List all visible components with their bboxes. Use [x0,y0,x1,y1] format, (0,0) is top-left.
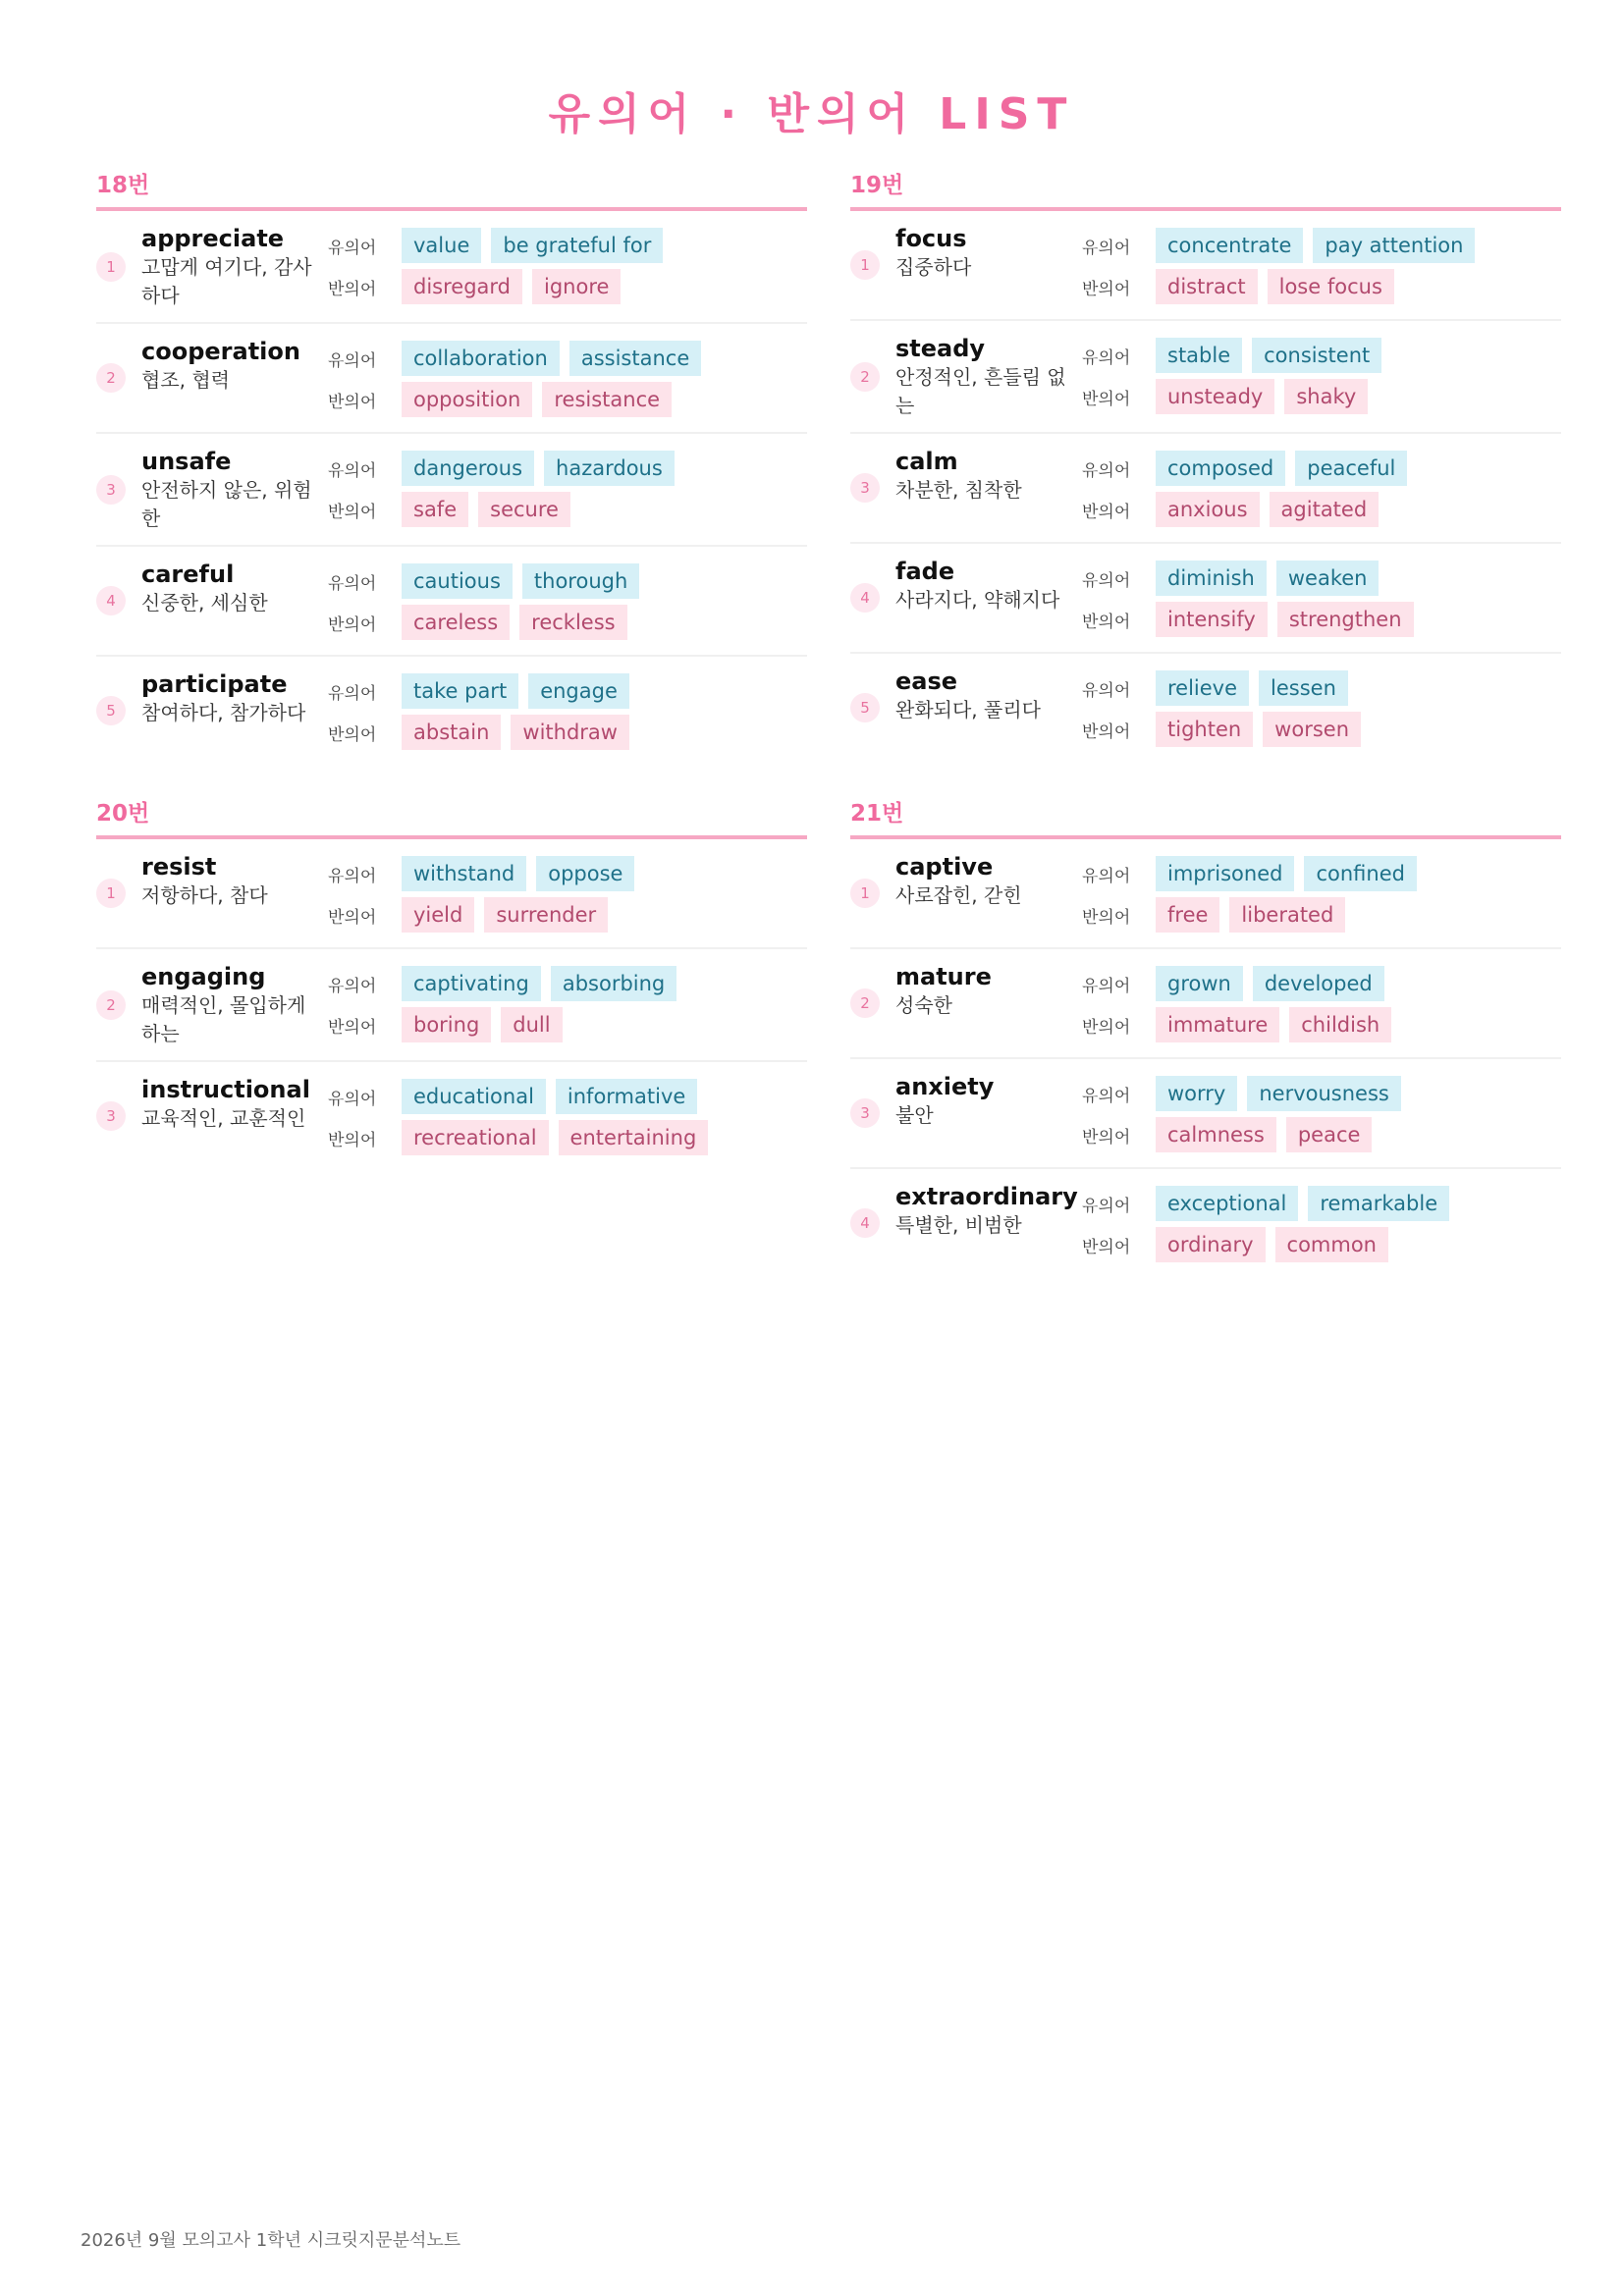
list-item [96,211,807,324]
antonym-chip: resistance [542,382,672,417]
synonym-row [1082,667,1371,709]
list-item [96,1062,807,1170]
antonym-chip: intensify [1156,602,1268,637]
synonym-chip: engage [528,673,629,709]
antonym-chip: calmness [1156,1117,1276,1152]
antonym-label: 반의어 [328,502,377,522]
antonym-chip: immature [1156,1007,1279,1042]
entry-list [96,839,807,1170]
synonym-label: 유의어 [1082,460,1131,481]
word-meaning: 협조, 협력 [141,368,230,392]
entry-list [850,839,1561,1277]
synonym-row [1082,335,1391,376]
entry-list [850,211,1561,762]
antonym-chip: strengthen [1277,602,1414,637]
word-meaning: 신중한, 세심한 [141,591,268,614]
item-number-badge: 2 [96,363,126,393]
antonym-chips [1156,1117,1381,1152]
synonym-chip: exceptional [1156,1186,1298,1221]
antonym-row [328,712,639,753]
synonym-row [328,561,649,602]
antonym-chip: dull [501,1007,562,1042]
synonym-chip: worry [1156,1076,1237,1111]
synonym-chips [402,966,686,1001]
list-item [850,321,1561,434]
synonym-antonym-rows [328,1076,718,1158]
synonym-chips [1156,338,1391,373]
list-item [850,839,1561,949]
synonym-antonym-rows [1082,335,1391,417]
vocab-word: participate [141,670,288,698]
antonym-row [1082,489,1417,530]
word-block [895,558,1082,614]
synonym-row [328,1076,718,1117]
word-block [895,1073,1082,1130]
antonym-row [1082,894,1427,935]
vocab-word: anxiety [895,1073,995,1100]
antonym-label: 반의어 [1082,1127,1131,1148]
word-block [141,338,328,395]
item-number-badge: 5 [850,693,880,722]
vocab-word: unsafe [141,448,232,475]
vocab-word: appreciate [141,225,285,252]
item-number-badge: 3 [850,1098,880,1128]
synonym-label: 유의어 [328,1089,377,1109]
synonym-chip: value [402,228,481,263]
synonym-label: 유의어 [1082,570,1131,591]
antonym-chips [1156,269,1404,304]
vocab-word: extraordinary [895,1183,1078,1210]
antonym-chip: secure [478,492,570,527]
synonym-chips [1156,966,1394,1001]
synonym-chips [402,673,639,709]
antonym-label: 반의어 [328,279,377,299]
antonym-chip: withdraw [511,715,629,750]
synonym-label: 유의어 [328,573,377,594]
synonym-chips [1156,856,1427,891]
antonym-label: 반의어 [1082,1017,1131,1038]
entry-list [96,211,807,765]
antonym-chip: abstain [402,715,501,750]
synonym-row [1082,558,1424,599]
synonym-chip: assistance [569,341,701,376]
list-item [850,434,1561,544]
word-block [895,225,1082,282]
synonym-row [328,670,639,712]
word-meaning: 집중하다 [895,255,972,279]
antonym-chip: common [1275,1227,1388,1262]
antonym-row [1082,266,1485,307]
section-header: 19번 [850,167,1561,211]
synonym-antonym-rows [1082,1183,1459,1265]
synonym-chip: absorbing [551,966,676,1001]
antonym-row [328,1117,718,1158]
synonym-chip: confined [1304,856,1417,891]
synonym-chips [402,856,644,891]
item-number-badge: 2 [850,988,880,1018]
synonym-chips [402,1079,707,1114]
antonym-chips [1156,602,1424,637]
synonym-chips [1156,670,1358,706]
section-header: 20번 [96,795,807,839]
page-footer: 2026년 9월 모의고사 1학년 시크릿지문분석노트 [81,2230,461,2251]
item-number-badge: 3 [96,1101,126,1131]
section-header: 18번 [96,167,807,211]
synonym-antonym-rows [1082,667,1371,750]
section-21 [850,795,1561,1277]
antonym-label: 반의어 [1082,721,1131,742]
list-item [96,434,807,547]
vocab-word: calm [895,448,958,475]
word-meaning: 차분한, 침착한 [895,478,1022,502]
list-item [96,949,807,1062]
vocab-word: careful [141,561,235,588]
word-meaning: 교육적인, 교훈적인 [141,1106,306,1130]
word-meaning: 완화되다, 풀리다 [895,698,1041,721]
item-number-badge: 5 [96,696,126,725]
antonym-label: 반의어 [328,1017,377,1038]
list-item [96,547,807,657]
vocab-word: ease [895,667,958,695]
antonym-label: 반의어 [328,614,377,635]
antonym-label: 반의어 [1082,279,1131,299]
antonym-chip: liberated [1229,897,1345,933]
page-title: 유의어 · 반의어 LIST [548,89,1075,139]
synonym-label: 유의어 [1082,976,1131,996]
antonym-label: 반의어 [1082,502,1131,522]
antonym-chips [402,1120,718,1155]
antonym-chip: tighten [1156,712,1253,747]
synonym-antonym-rows [328,561,649,643]
synonym-chip: composed [1156,451,1285,486]
word-block [895,853,1082,910]
synonym-antonym-rows [328,225,673,307]
antonym-chip: surrender [484,897,608,933]
list-item [850,654,1561,762]
synonym-chip: weaken [1276,561,1380,596]
synonym-row [1082,1183,1459,1224]
list-item [850,1169,1561,1277]
antonym-label: 반의어 [1082,612,1131,632]
antonym-chips [402,605,637,640]
antonym-label: 반의어 [328,1130,377,1150]
synonym-chips [402,341,711,376]
antonym-chip: free [1156,897,1219,933]
synonym-label: 유의어 [328,350,377,371]
synonym-chip: dangerous [402,451,534,486]
word-block [895,448,1082,505]
synonym-chip: developed [1253,966,1384,1001]
vocab-word: steady [895,335,986,362]
vocab-word: resist [141,853,217,881]
synonym-antonym-rows [1082,1073,1411,1155]
antonym-chip: yield [402,897,474,933]
antonym-label: 반의어 [1082,389,1131,409]
antonym-chip: peace [1286,1117,1373,1152]
synonym-chips [1156,1076,1411,1111]
word-block [141,1076,328,1133]
antonym-label: 반의어 [1082,1237,1131,1257]
item-number-badge: 2 [96,990,126,1020]
vocab-word: instructional [141,1076,310,1103]
list-item [850,1059,1561,1169]
word-block [895,1183,1082,1240]
synonym-row [1082,225,1485,266]
synonym-label: 유의어 [328,976,377,996]
list-item [96,839,807,949]
word-meaning: 저항하다, 참다 [141,883,268,907]
synonym-row [328,225,673,266]
synonym-chip: be grateful for [491,228,663,263]
antonym-row [1082,376,1391,417]
antonym-chips [402,715,639,750]
synonym-antonym-rows [328,853,644,935]
synonym-antonym-rows [328,670,639,753]
synonym-label: 유의어 [1082,866,1131,886]
antonym-label: 반의어 [328,907,377,928]
synonym-row [1082,1073,1411,1114]
list-item [850,949,1561,1059]
synonym-chip: withstand [402,856,526,891]
antonym-chip: ordinary [1156,1227,1266,1262]
synonym-row [328,963,686,1004]
antonym-row [328,379,711,420]
word-block [141,448,328,533]
synonym-chips [1156,1186,1459,1221]
vocab-word: mature [895,963,992,990]
antonym-chips [1156,1007,1401,1042]
synonym-antonym-rows [328,338,711,420]
antonym-chips [402,1007,572,1042]
word-block [141,670,328,727]
list-item [96,657,807,765]
item-number-badge: 3 [96,475,126,505]
antonym-chip: boring [402,1007,491,1042]
word-meaning: 안정적인, 흔들림 없는 [895,365,1066,417]
synonym-chip: educational [402,1079,546,1114]
section-18 [96,167,807,765]
antonym-chip: reckless [519,605,626,640]
antonym-row [1082,1004,1401,1045]
antonym-chips [402,382,681,417]
synonym-label: 유의어 [1082,347,1131,368]
antonym-chip: entertaining [559,1120,709,1155]
synonym-chip: oppose [536,856,634,891]
antonym-chip: recreational [402,1120,549,1155]
antonym-chip: agitated [1270,492,1380,527]
synonym-chip: grown [1156,966,1243,1001]
synonym-row [328,338,711,379]
item-number-badge: 2 [850,362,880,392]
word-meaning: 성숙한 [895,993,952,1017]
item-number-badge: 4 [850,1208,880,1238]
synonym-chip: relieve [1156,670,1249,706]
antonym-row [328,602,649,643]
synonym-chip: nervousness [1247,1076,1401,1111]
word-meaning: 사라지다, 약해지다 [895,588,1060,612]
antonym-chip: childish [1289,1007,1391,1042]
word-meaning: 매력적인, 몰입하게 하는 [141,993,306,1045]
antonym-row [1082,599,1424,640]
word-block [141,853,328,910]
word-block [895,667,1082,724]
synonym-antonym-rows [1082,963,1401,1045]
synonym-chip: hazardous [544,451,675,486]
synonym-chip: imprisoned [1156,856,1294,891]
synonym-label: 유의어 [1082,1196,1131,1216]
item-number-badge: 3 [850,473,880,503]
synonym-chip: peaceful [1295,451,1407,486]
synonym-label: 유의어 [328,866,377,886]
synonym-antonym-rows [1082,558,1424,640]
antonym-row [328,894,644,935]
word-meaning: 특별한, 비범한 [895,1213,1022,1237]
section-header: 21번 [850,795,1561,839]
antonym-label: 반의어 [328,392,377,412]
synonym-row [328,448,684,489]
synonym-label: 유의어 [1082,238,1131,258]
antonym-chip: worsen [1263,712,1361,747]
word-block [141,963,328,1048]
vocab-word: fade [895,558,955,585]
antonym-chip: unsteady [1156,379,1274,414]
item-number-badge: 1 [96,252,126,282]
synonym-chips [402,228,673,263]
word-meaning: 고맙게 여기다, 감사하다 [141,255,312,307]
item-number-badge: 1 [96,879,126,908]
synonym-antonym-rows [1082,853,1427,935]
vocab-word: engaging [141,963,266,990]
synonym-chip: informative [556,1079,697,1114]
synonym-chip: thorough [522,563,639,599]
word-block [141,225,328,310]
vocab-word: captive [895,853,994,881]
item-number-badge: 4 [850,583,880,613]
antonym-row [328,489,684,530]
list-item [850,211,1561,321]
antonym-chip: lose focus [1268,269,1394,304]
antonym-chip: anxious [1156,492,1260,527]
synonym-chips [1156,561,1388,596]
vocab-word: focus [895,225,967,252]
synonym-chips [1156,228,1485,263]
antonym-chips [1156,712,1371,747]
antonym-chip: safe [402,492,468,527]
synonym-antonym-rows [328,448,684,530]
antonym-label: 반의어 [328,724,377,745]
synonym-chip: concentrate [1156,228,1303,263]
synonym-row [328,853,644,894]
list-item [850,544,1561,654]
antonym-chip: opposition [402,382,532,417]
word-meaning: 불안 [895,1103,934,1127]
synonym-row [1082,853,1427,894]
word-meaning: 사로잡힌, 갇힌 [895,883,1022,907]
antonym-chip: disregard [402,269,522,304]
word-meaning: 참여하다, 참가하다 [141,701,306,724]
synonym-label: 유의어 [1082,680,1131,701]
antonym-row [1082,1114,1411,1155]
section-19 [850,167,1561,762]
synonym-chip: cautious [402,563,513,599]
synonym-label: 유의어 [328,238,377,258]
synonym-antonym-rows [1082,225,1485,307]
antonym-chips [402,897,618,933]
synonym-chip: consistent [1252,338,1381,373]
vocab-word: cooperation [141,338,300,365]
antonym-chips [1156,1227,1398,1262]
antonym-row [328,266,673,307]
antonym-chips [402,492,580,527]
antonym-chips [1156,492,1388,527]
word-block [895,335,1082,420]
synonym-chips [1156,451,1417,486]
antonym-chip: distract [1156,269,1258,304]
item-number-badge: 1 [850,879,880,908]
synonym-chip: take part [402,673,518,709]
synonym-chips [402,451,684,486]
synonym-row [1082,963,1401,1004]
word-block [895,963,1082,1020]
antonym-chip: shaky [1284,379,1368,414]
list-item [96,324,807,434]
section-20 [96,795,807,1170]
antonym-label: 반의어 [1082,907,1131,928]
antonym-chips [1156,897,1355,933]
synonym-antonym-rows [328,963,686,1045]
item-number-badge: 1 [850,250,880,280]
antonym-row [1082,1224,1459,1265]
synonym-label: 유의어 [328,683,377,704]
synonym-chips [402,563,649,599]
synonym-chip: collaboration [402,341,560,376]
synonym-chip: remarkable [1308,1186,1449,1221]
synonym-label: 유의어 [1082,1086,1131,1106]
word-block [141,561,328,617]
synonym-row [1082,448,1417,489]
synonym-chip: stable [1156,338,1242,373]
synonym-chip: lessen [1259,670,1348,706]
item-number-badge: 4 [96,586,126,615]
antonym-row [328,1004,686,1045]
antonym-row [1082,709,1371,750]
antonym-chip: ignore [532,269,621,304]
synonym-antonym-rows [1082,448,1417,530]
synonym-chip: captivating [402,966,541,1001]
synonym-chip: pay attention [1313,228,1475,263]
synonym-chip: diminish [1156,561,1267,596]
synonym-label: 유의어 [328,460,377,481]
word-meaning: 안전하지 않은, 위험한 [141,478,312,530]
antonym-chips [402,269,630,304]
antonym-chips [1156,379,1378,414]
antonym-chip: careless [402,605,510,640]
